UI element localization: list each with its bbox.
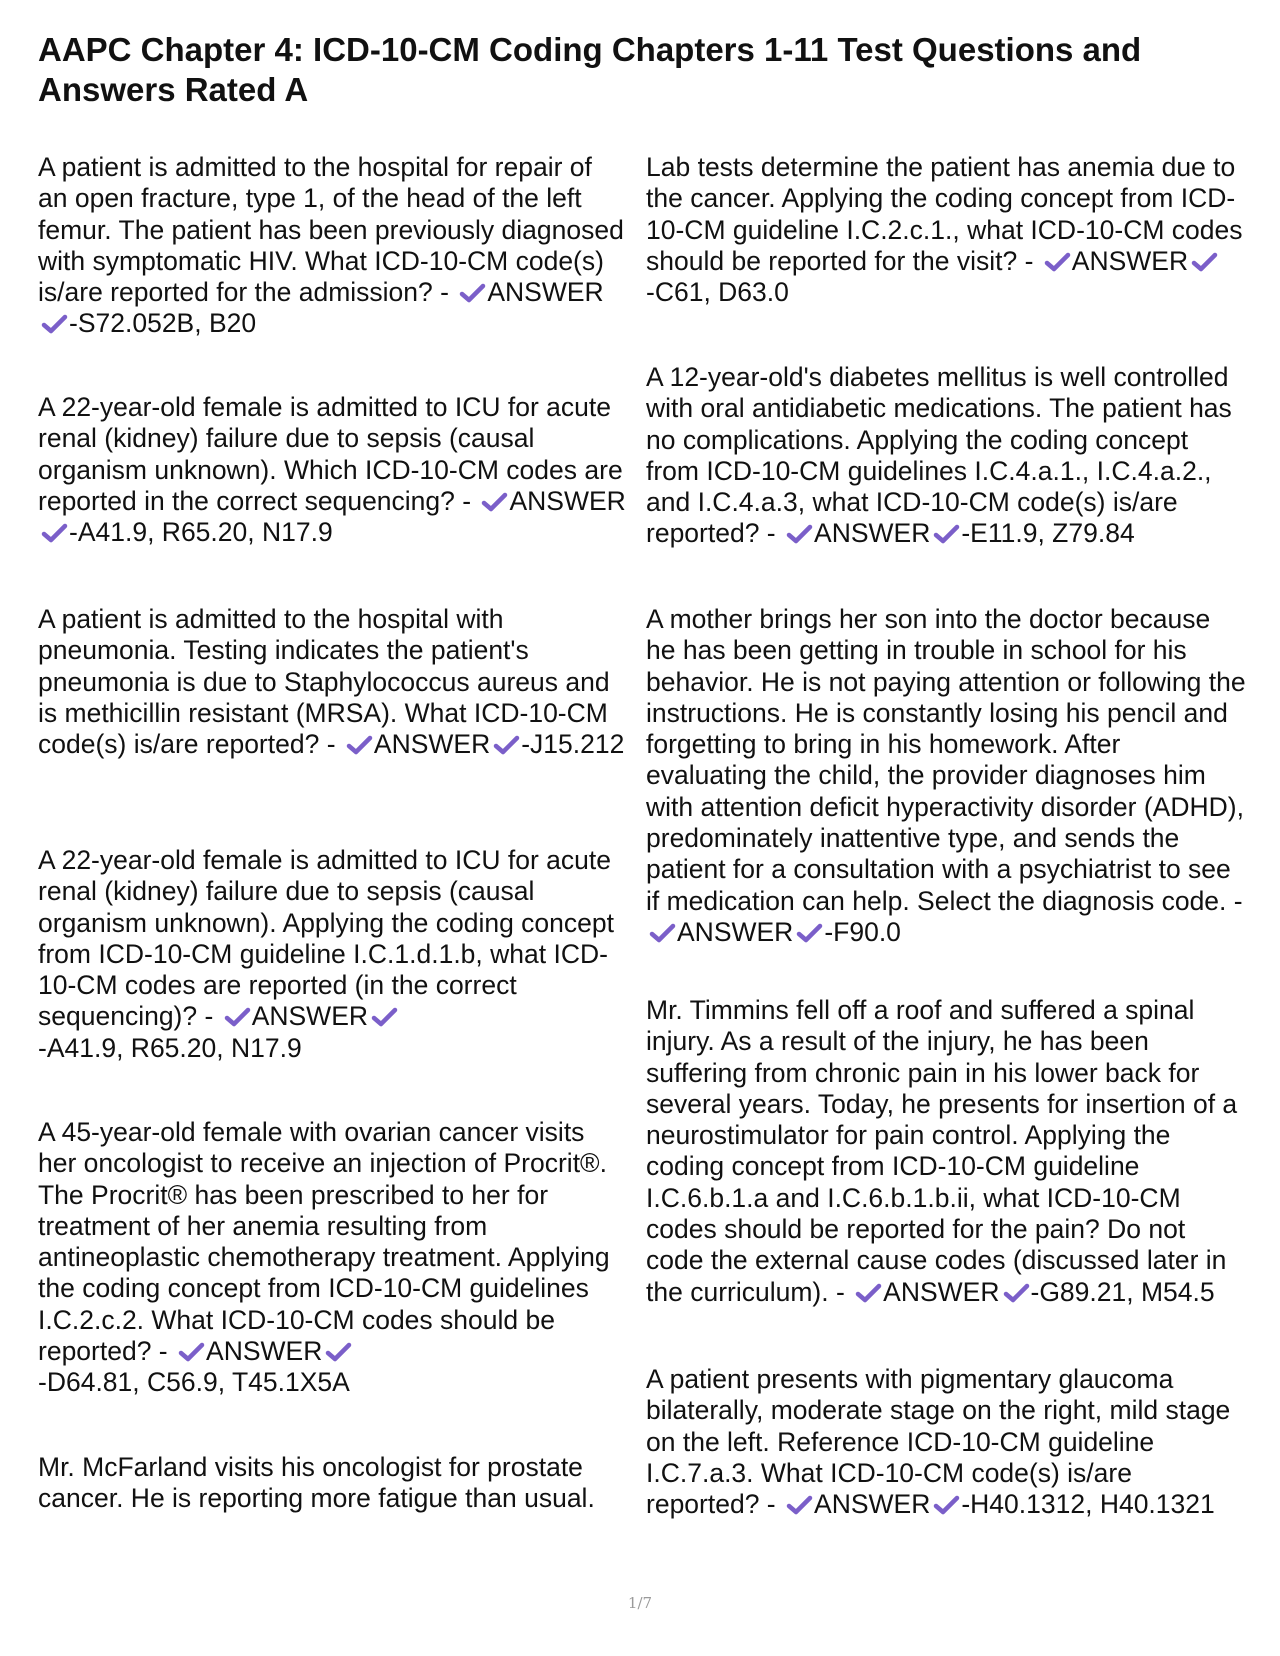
answer-code: -F90.0 xyxy=(824,916,901,947)
answer-code: -E11.9, Z79.84 xyxy=(961,518,1135,549)
question-text: A patient is admitted to the hospital for repair of an open fracture, type 1, of the head of the left femur. The patient has been previously diagnosed with symptomatic HIV. What ICD-10-CM code(s) is/are reported for the admission? - xyxy=(38,152,624,308)
checkmark-icon xyxy=(649,922,676,944)
answer-label: ANSWER xyxy=(1071,245,1189,276)
checkmark-icon xyxy=(1003,1282,1030,1304)
document-title: AAPC Chapter 4: ICD-10-CM Coding Chapters 1-11 Test Questions and Answers Rated A xyxy=(38,31,1142,108)
qa-item xyxy=(38,604,628,760)
checkmark-icon xyxy=(371,1006,398,1028)
checkmark-icon xyxy=(1044,251,1071,273)
checkmark-icon xyxy=(786,523,813,545)
checkmark-icon xyxy=(933,1494,960,1516)
answer-label: ANSWER xyxy=(814,518,931,549)
checkmark-icon xyxy=(41,313,68,335)
question-text: Mr. McFarland visits his oncologist for prostate cancer. He is reporting more fatigue than usual. xyxy=(38,1452,595,1514)
answer-code: -C61, D63.0 xyxy=(646,277,789,308)
checkmark-icon xyxy=(933,523,960,545)
answer-label: ANSWER xyxy=(487,277,604,308)
question-text: A patient presents with pigmentary glaucoma bilaterally, moderate stage on the right, mild stage on the left. Reference ICD-10-CM guideline I.C.7.a.3. What ICD-10-CM code(s) is/are reported? - xyxy=(646,1364,1231,1520)
question-text: Lab tests determine the patient has anemia due to the cancer. Applying the coding concept from ICD-10-CM guideline I.C.2.c.1., what ICD-10-CM codes should be reported for the visit? - xyxy=(646,152,1243,276)
qa-item xyxy=(646,1364,1246,1520)
qa-item xyxy=(646,362,1246,550)
qa-item xyxy=(646,604,1246,948)
answer-label: ANSWER xyxy=(883,1276,1000,1307)
question-text: A 22-year-old female is admitted to ICU for acute renal (kidney) failure due to sepsis (causal organism unknown). Which ICD-10-CM codes are reported in the correct sequencing? - xyxy=(38,392,623,516)
question-text: A 45-year-old female with ovarian cancer visits her oncologist to receive an injection of Procrit®. The Procrit® has been prescribed to her for treatment of her anemia resulting from antineoplastic chemotherapy treatment. Applying the coding concept from ICD-10-CM guidelines I.C.2.c.2. What ICD-10-CM codes should be reported? - xyxy=(38,1117,610,1367)
question-text: Mr. Timmins fell off a roof and suffered a spinal injury. As a result of the injury, he has been suffering from chronic pain in his lower back for several years. Today, he presents for insertion of a neurostimulator for pain control. Applying the coding concept from ICD-10-CM guideline I.C.6.b.1.a and I.C.6.b.1.b.ii, what ICD-10-CM codes should be reported for the pain? Do not code the external cause codes (discussed later in the curriculum). - xyxy=(646,995,1238,1307)
question-text: A 22-year-old female is admitted to ICU for acute renal (kidney) failure due to sepsis (causal organism unknown). Applying the coding concept from ICD-10-CM guideline I.C.1.d.1.b, what ICD-10-CM codes are reported (in the correct sequencing)? - xyxy=(38,845,614,1032)
answer-code: -J15.212 xyxy=(521,729,625,760)
checkmark-icon xyxy=(481,491,508,513)
answer-label: ANSWER xyxy=(206,1336,323,1367)
answer-label: ANSWER xyxy=(251,1001,369,1032)
qa-item xyxy=(646,995,1246,1308)
answer-code: -H40.1312, H40.1321 xyxy=(961,1489,1215,1520)
checkmark-icon xyxy=(325,1341,352,1363)
question-text: A 12-year-old's diabetes mellitus is well controlled with oral antidiabetic medications. The patient has no complications. Applying the coding concept from ICD-10-CM guidelines I.C.4.a.1., I.C.4.a.2., and I.C.4.a.3, what ICD-10-CM code(s) is/are reported? - xyxy=(646,362,1232,549)
checkmark-icon xyxy=(459,282,486,304)
answer-label: ANSWER xyxy=(814,1489,931,1520)
page-number: 1/7 xyxy=(627,1594,653,1612)
answer-label: ANSWER xyxy=(373,729,491,760)
answer-code: -G89.21, M54.5 xyxy=(1030,1276,1215,1307)
answer-code: -D64.81, C56.9, T45.1X5A xyxy=(38,1367,350,1398)
qa-item xyxy=(38,152,628,340)
question-text: A patient is admitted to the hospital with pneumonia. Testing indicates the patient's pneumonia is due to Staphylococcus aureus and is methicillin resistant (MRSA). What ICD-10-CM code(s) is/are reported? - xyxy=(38,604,610,760)
qa-item xyxy=(38,392,628,548)
checkmark-icon xyxy=(178,1341,205,1363)
qa-item xyxy=(38,845,628,1064)
answer-label: ANSWER xyxy=(509,485,626,516)
checkmark-icon xyxy=(855,1282,882,1304)
checkmark-icon xyxy=(493,734,520,756)
answer-code: -S72.052B, B20 xyxy=(69,308,257,339)
qa-item xyxy=(38,1117,628,1399)
answer-code: -A41.9, R65.20, N17.9 xyxy=(69,517,333,548)
checkmark-icon xyxy=(41,522,68,544)
checkmark-icon xyxy=(224,1006,251,1028)
qa-item xyxy=(646,152,1246,308)
qa-item xyxy=(38,1452,628,1515)
checkmark-icon xyxy=(346,734,373,756)
answer-label: ANSWER xyxy=(677,916,794,947)
checkmark-icon xyxy=(786,1494,813,1516)
answer-code: -A41.9, R65.20, N17.9 xyxy=(38,1032,302,1063)
checkmark-icon xyxy=(1191,251,1218,273)
question-text: A mother brings her son into the doctor because he has been getting in trouble in school for his behavior. He is not paying attention or following the instructions. He is constantly losing his pencil and forgetting to bring in his homework. After evaluating the child, the provider diagnoses him with attention deficit hyperactivity disorder (ADHD), predominately inattentive type, and sends the patient for a consultation with a psychiatrist to see if medication can help. Select the diagnosis code. - xyxy=(646,604,1246,916)
checkmark-icon xyxy=(796,922,823,944)
